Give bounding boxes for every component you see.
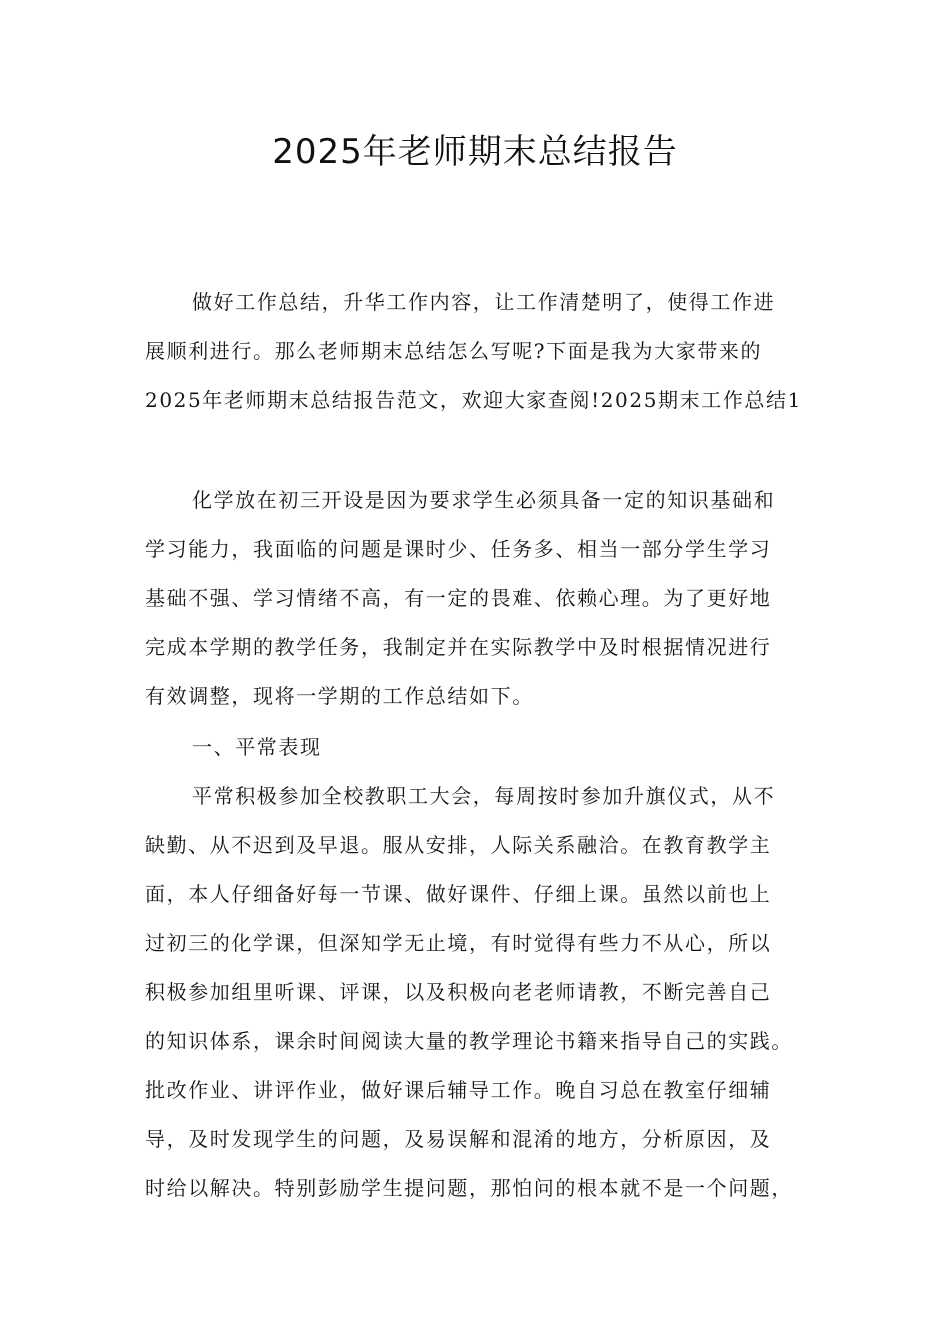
paragraph-line: 的知识体系，课余时间阅读大量的教学理论书籍来指导自己的实践。 bbox=[145, 1029, 793, 1053]
paragraph-line: 时给以解决。特别彭励学生提问题，那怕问的根本就不是一个问题， bbox=[145, 1176, 793, 1200]
paragraph-line: 导，及时发现学生的问题，及易误解和混淆的地方，分析原因，及 bbox=[145, 1127, 772, 1151]
paragraph-line: 基础不强、学习情绪不高，有一定的畏难、依赖心理。为了更好地 bbox=[145, 586, 772, 610]
paragraph-line: 批改作业、讲评作业，做好课后辅导工作。晚自习总在教室仔细辅 bbox=[145, 1078, 772, 1102]
paragraph-line: 积极参加组里听课、评课，以及积极向老老师请教，不断完善自己 bbox=[145, 980, 772, 1004]
paragraph-line: 2025年老师期末总结报告范文，欢迎大家查阅!2025期末工作总结1 bbox=[145, 388, 802, 412]
paragraph-line: 化学放在初三开设是因为要求学生必须具备一定的知识基础和 bbox=[192, 488, 776, 512]
paragraph-line: 学习能力，我面临的问题是课时少、任务多、相当一部分学生学习 bbox=[145, 537, 772, 561]
paragraph-line: 面，本人仔细备好每一节课、做好课件、仔细上课。虽然以前也上 bbox=[145, 882, 772, 906]
paragraph-line: 完成本学期的教学任务，我制定并在实际教学中及时根据情况进行 bbox=[145, 635, 772, 659]
paragraph-line: 过初三的化学课，但深知学无止境，有时觉得有些力不从心，所以 bbox=[145, 931, 772, 955]
paragraph-line: 展顺利进行。那么老师期末总结怎么写呢?下面是我为大家带来的 bbox=[145, 339, 763, 363]
paragraph-line: 有效调整，现将一学期的工作总结如下。 bbox=[145, 684, 534, 708]
paragraph-line: 做好工作总结，升华工作内容，让工作清楚明了，使得工作进 bbox=[192, 290, 776, 314]
paragraph-line: 缺勤、从不迟到及早退。服从安排，人际关系融洽。在教育教学主 bbox=[145, 833, 772, 857]
document-title: 2025年老师期末总结报告 bbox=[272, 132, 678, 172]
paragraph-line: 平常积极参加全校教职工大会，每周按时参加升旗仪式，从不 bbox=[192, 784, 776, 808]
section-heading: 一、平常表现 bbox=[192, 735, 322, 759]
